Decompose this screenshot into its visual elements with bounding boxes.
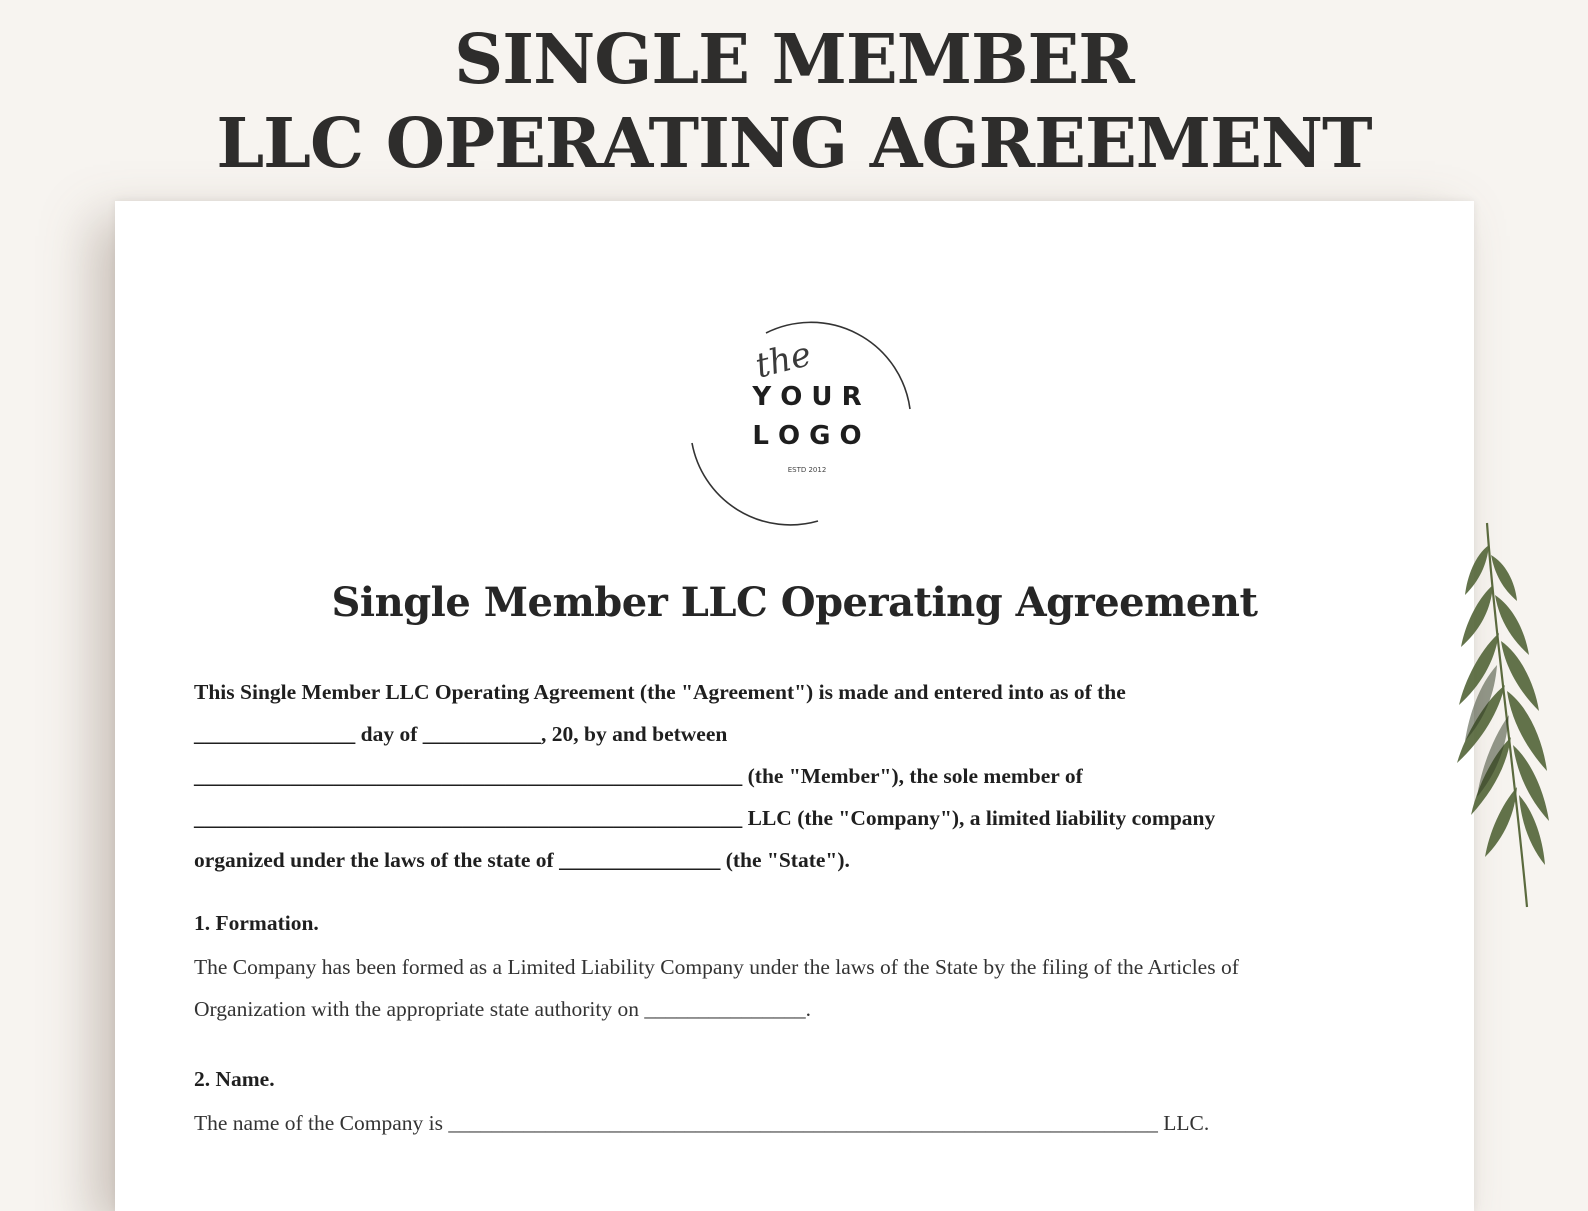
intro-paragraph [194, 671, 1414, 881]
section-body-name [194, 1102, 1424, 1144]
intro-line: organized under the laws of the state of _______________ (the "State"). [194, 848, 850, 872]
intro-line: _______________ day of ___________, 20, by and between [194, 722, 728, 746]
intro-line: ___________________________________________________ (the "Member"), the sole member of [194, 764, 1083, 788]
section-body-line: The name of the Company is __________________________________________________________________ LLC. [194, 1111, 1210, 1135]
logo [690, 313, 930, 533]
intro-line: ___________________________________________________ LLC (the "Company"), a limited liability company [194, 806, 1216, 830]
logo-arc-bottom [692, 443, 818, 525]
document-page [115, 201, 1474, 1211]
section-heading-name: 2. Name. [194, 1067, 275, 1091]
section-body-line: The Company has been formed as a Limited Liability Company under the laws of the State by the filing of the Articles of [194, 955, 1239, 979]
logo-line-2: L O G O [752, 421, 862, 451]
banner-title-line-2: LLC OPERATING AGREEMENT [216, 104, 1372, 184]
logo-script-text: the [751, 334, 816, 387]
logo-tagline: ESTD 2012 [787, 466, 827, 474]
section-body-line: Organization with the appropriate state authority on _______________. [194, 997, 812, 1021]
logo-line-1: Y O U R [752, 382, 862, 412]
section-body-formation [194, 946, 1424, 1030]
rosemary-sprig-decoration [1435, 515, 1585, 915]
section-heading-formation: 1. Formation. [194, 911, 319, 935]
document-title: Single Member LLC Operating Agreement [331, 579, 1258, 626]
banner-title [0, 18, 1588, 186]
banner-title-line-1: SINGLE MEMBER [454, 20, 1134, 100]
intro-line: This Single Member LLC Operating Agreement (the "Agreement") is made and entered into as of the [194, 680, 1126, 704]
